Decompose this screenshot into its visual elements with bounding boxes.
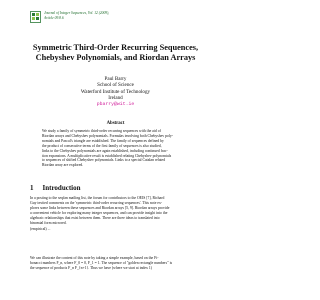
paragraph-line: In a posting to the seqfan mailing list, the forum for contributors to the OEIS [7], Richard xyxy=(30,196,165,200)
paragraph-line: binomial form mirrored. xyxy=(30,221,67,226)
abstract-body xyxy=(42,129,189,168)
paragraph-line: plores some links between these sequences and Riordan arrays [5, 9]. Riordan arrays provide xyxy=(30,206,170,211)
paragraph-line: (empirical) ... xyxy=(30,226,51,231)
abstract-line: Riordan array are explored. xyxy=(42,163,84,168)
section-heading xyxy=(30,184,81,192)
intro-paragraph-1 xyxy=(30,196,201,232)
abstract-line: links to the Chebyshev polynomials are again established, including continued frac- xyxy=(42,148,168,153)
paper-title-line-1: Symmetric Third-Order Recurring Sequences, xyxy=(32,43,199,52)
paragraph-line: algebraic relationships that exist between them. There are three ideas to translated into xyxy=(30,216,160,221)
section-title: Introduction xyxy=(42,184,81,192)
paper-title-line-2: Chebyshev Polynomials, and Riordan Arrays xyxy=(35,53,196,62)
abstract-heading: Abstract xyxy=(106,121,125,126)
paragraph-line: the sequence of products F_n F_{n+1}. Thus we have (where we start at index 1) xyxy=(30,266,152,271)
author-country: Ireland xyxy=(108,95,123,102)
journal-header xyxy=(44,11,109,20)
article-number: Article 09.8.6 xyxy=(44,15,64,20)
author-institute: Waterford Institute of Technology xyxy=(80,88,151,95)
abstract-line: to sequences of shifted Chebyshev polynomials. Links to a special Catalan related xyxy=(42,158,166,163)
section-number: 1 xyxy=(30,184,34,192)
abstract-line: Riordan arrays and Chebyshev polynomials. Formulas involving both Chebyshev poly- xyxy=(42,133,174,138)
abstract-line: the product of consecutive terms of the first family of sequences is also studied, xyxy=(42,143,162,148)
intro-paragraph-2 xyxy=(30,256,201,271)
abstract-line: We study a family of symmetric third-order recurring sequences with the aid of xyxy=(42,129,161,133)
abstract-line: nomials and Pascal's triangle are established. The family of sequences defined by xyxy=(42,138,164,143)
paragraph-line: a convenient vehicle for exploring many integer sequences, and can provide insight into the xyxy=(30,211,168,216)
journal-logo-icon xyxy=(30,11,41,23)
paragraph-line: bonacci numbers F_n, where F_0 = 0, F_1 = 1. The sequence of "golden rectangle numbers" is xyxy=(30,261,173,266)
abstract-line: tion expansions. A multiplicative result is established relating Chebyshev polynomials xyxy=(42,153,172,158)
author-name: Paul Barry xyxy=(104,76,127,82)
journal-citation: Journal of Integer Sequences, Vol. 12 (2009), xyxy=(44,11,110,15)
author-block xyxy=(0,76,231,108)
author-school: School of Science xyxy=(97,82,134,89)
paragraph-line: Guy invited comments on the 'symmetric third-order recurring sequences'. This note ex- xyxy=(30,201,163,206)
paragraph-line: We can illustrate the content of this note by taking a simple example, based on the Fi- xyxy=(30,256,159,260)
author-email-link[interactable]: pbarry@wit.ie xyxy=(96,101,135,107)
